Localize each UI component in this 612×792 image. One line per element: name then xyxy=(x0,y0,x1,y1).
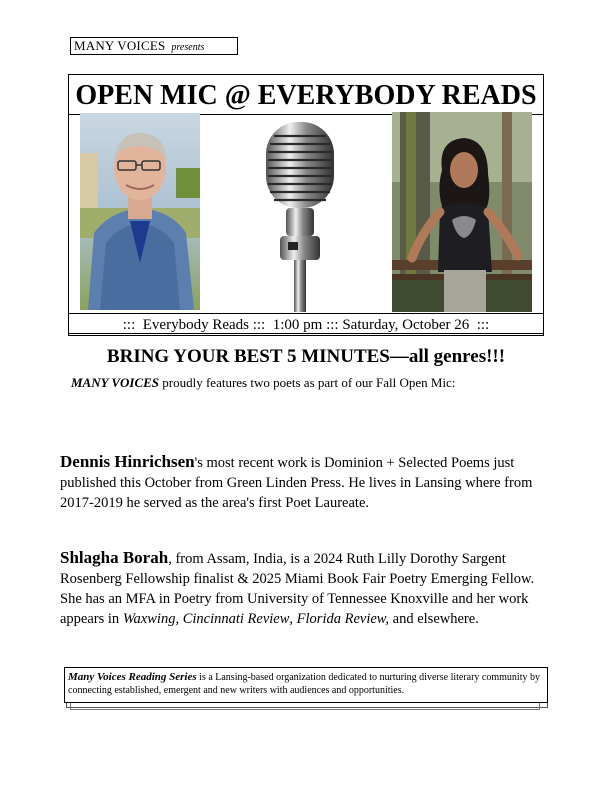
separator: , xyxy=(289,611,297,627)
footer-note xyxy=(64,667,548,703)
publication-waxwing: Waxwing xyxy=(122,611,176,627)
poet-bio-dennis xyxy=(60,452,540,513)
photo-shlagha-borah xyxy=(392,112,532,312)
event-info-divider xyxy=(69,333,543,334)
publication-florida-review: Florida Review, xyxy=(296,611,390,627)
poet-bio-text: , from Assam, India, is a 2024 Ruth Lilly Dorothy Sargent Rosenberg Fellowship finalist & 2025 Miami Book Fair Poetry Emerging Fellow. She has an MFA in Poetry from University of Tennessee Knoxville and her work appears in xyxy=(60,551,535,627)
poet-name: Shlagha Borah xyxy=(60,548,169,567)
publication-cincinnati-review: Cincinnati Review xyxy=(182,611,290,627)
poet-bio-text: 's most recent work is Dominion + Selected Poems just published this October from Green Linden Press. He lives in Lansing where from 2017-2019 he served as the area's first Poet Laureate. xyxy=(60,455,533,511)
photo-dennis-hinrichsen xyxy=(80,113,200,310)
intro-text: proudly features two poets as part of our Fall Open Mic: xyxy=(159,375,456,390)
intro-line xyxy=(71,374,571,392)
poet-bio-end: and elsewhere. xyxy=(389,611,479,627)
poet-name: Dennis Hinrichsen xyxy=(60,452,195,471)
flyer-title: OPEN MIC @ EVERYBODY READS xyxy=(75,80,537,111)
presenter-org: MANY VOICES xyxy=(74,38,166,53)
event-info: ::: Everybody Reads ::: 1:00 pm ::: Saturday, October 26 ::: xyxy=(69,313,543,336)
footer-series-name: Many Voices Reading Series xyxy=(68,671,197,683)
headline: BRING YOUR BEST 5 MINUTES—all genres!!! xyxy=(106,346,506,367)
presenter-presents: presents xyxy=(171,42,205,53)
footer-text: is a Lansing-based organization dedicated to nurturing diverse literary community by connecting established, emergent and new writers with audiences and opportunities. xyxy=(68,672,540,696)
microphone-image xyxy=(252,120,348,312)
intro-org: MANY VOICES xyxy=(71,375,160,390)
poet-bio-shlagha xyxy=(60,548,540,629)
separator: , xyxy=(175,611,183,627)
presenter-label xyxy=(70,37,238,55)
